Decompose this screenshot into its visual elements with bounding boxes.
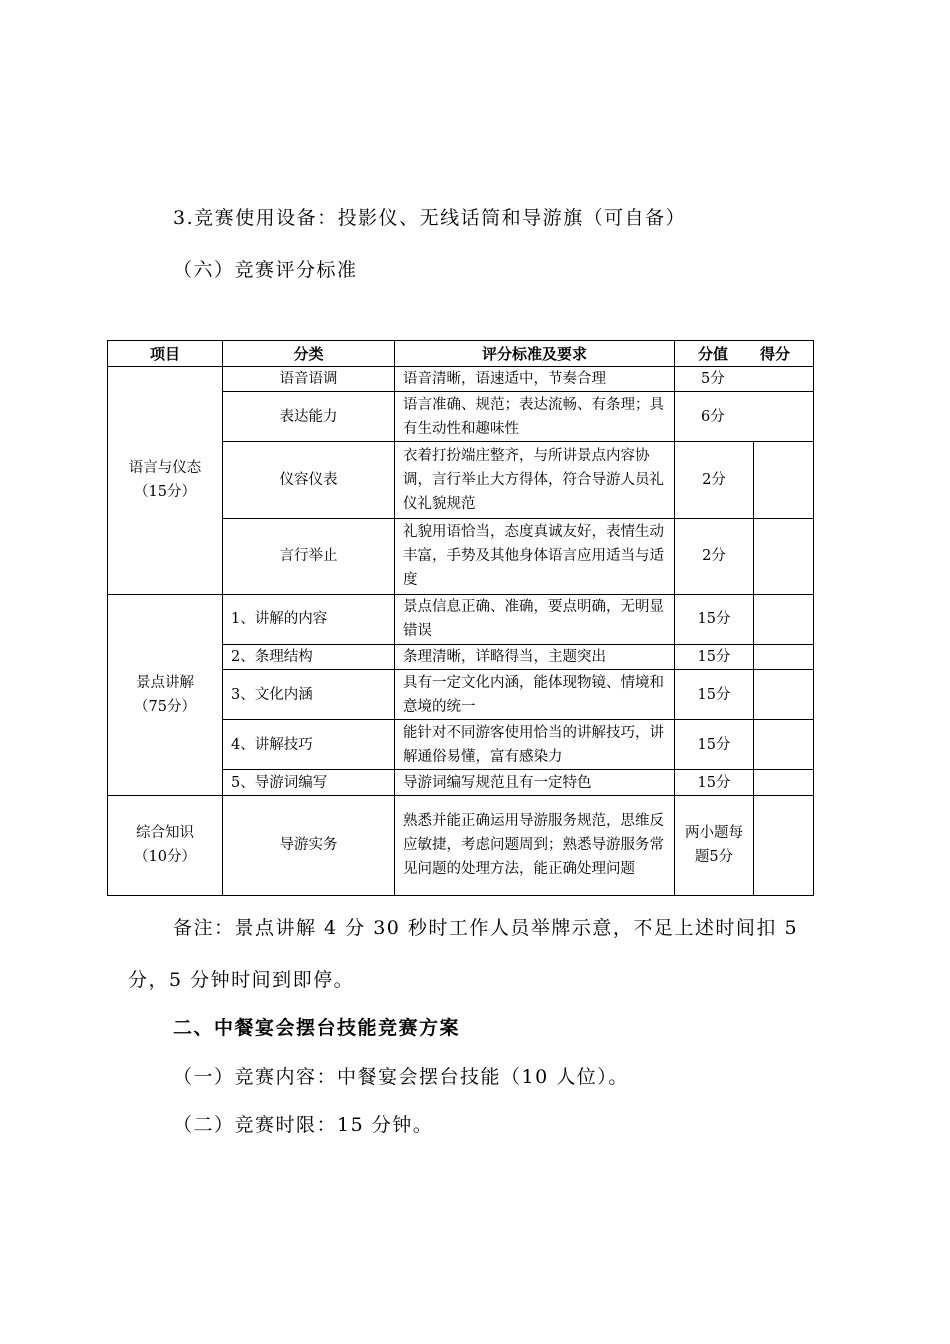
group-cell-language	[108, 367, 223, 595]
criteria-cell: 导游词编写规范且有一定特色	[395, 770, 675, 795]
value-cell: 5分	[675, 367, 814, 392]
value-cell: 15分	[675, 645, 754, 670]
criteria-cell: 熟悉并能正确运用导游服务规范，思维反应敏捷，考虑问题周到；熟悉导游服务常见问题的处理方法，能正确处理问题	[395, 795, 675, 895]
content-line: （一）竞赛内容：中餐宴会摆台技能（10 人位）。	[173, 1066, 629, 1088]
header-score	[675, 341, 814, 367]
scoring-table	[107, 340, 814, 896]
score-cell	[754, 518, 814, 594]
table-row	[108, 594, 814, 644]
header-criteria: 评分标准及要求	[395, 341, 675, 367]
header-score-got: 得分	[760, 344, 791, 363]
category-cell: 1、讲解的内容	[223, 594, 395, 644]
category-cell: 表达能力	[223, 392, 395, 442]
score-cell	[754, 670, 814, 720]
table-row	[108, 795, 814, 895]
value-cell: 15分	[675, 770, 754, 795]
category-cell: 4、讲解技巧	[223, 720, 395, 770]
header-score-value: 分值	[697, 344, 728, 363]
score-cell	[754, 645, 814, 670]
category-cell: 言行举止	[223, 518, 395, 594]
criteria-cell: 景点信息正确、准确，要点明确，无明显错误	[395, 594, 675, 644]
score-cell	[754, 720, 814, 770]
criteria-cell: 礼貌用语恰当，态度真诚友好，表情生动丰富，手势及其他身体语言应用适当与适度	[395, 518, 675, 594]
value-cell: 6分	[675, 392, 814, 442]
group-points: （10分）	[134, 849, 196, 866]
value-cell: 15分	[675, 670, 754, 720]
value-cell: 2分	[675, 518, 754, 594]
table-header-row	[108, 341, 814, 367]
criteria-cell: 条理清晰，详略得当，主题突出	[395, 645, 675, 670]
group-name: 综合知识	[136, 825, 194, 842]
value-cell: 两小题每题5分	[675, 795, 754, 895]
criteria-cell: 具有一定文化内涵，能体现物镜、情境和意境的统一	[395, 670, 675, 720]
category-cell: 2、条理结构	[223, 645, 395, 670]
criteria-cell: 能针对不同游客使用恰当的讲解技巧，讲解通俗易懂，富有感染力	[395, 720, 675, 770]
group-points: （75分）	[134, 698, 196, 715]
time-limit-line: （二）竞赛时限：15 分钟。	[173, 1114, 434, 1136]
criteria-cell: 衣着打扮端庄整齐，与所讲景点内容协调，言行举止大方得体，符合导游人员礼仪礼貌规范	[395, 442, 675, 518]
group-cell-general	[108, 795, 223, 895]
category-cell: 仪容仪表	[223, 442, 395, 518]
category-cell: 语音语调	[223, 367, 395, 392]
section-six-heading: （六）竞赛评分标准	[173, 259, 358, 281]
table-row	[108, 367, 814, 392]
value-cell: 2分	[675, 442, 754, 518]
category-cell: 导游实务	[223, 795, 395, 895]
score-cell	[754, 442, 814, 518]
score-cell	[754, 770, 814, 795]
section-two-heading: 二、中餐宴会摆台技能竞赛方案	[173, 1017, 461, 1039]
equipment-line: 3.竞赛使用设备：投影仪、无线话筒和导游旗（可自备）	[173, 207, 687, 229]
category-cell: 3、文化内涵	[223, 670, 395, 720]
group-cell-attraction	[108, 594, 223, 795]
note-line-2: 分，5 分钟时间到即停。	[128, 969, 355, 991]
group-name: 景点讲解	[136, 674, 194, 691]
score-cell	[754, 795, 814, 895]
value-cell: 15分	[675, 720, 754, 770]
header-category: 分类	[223, 341, 395, 367]
criteria-cell: 语音清晰，语速适中，节奏合理	[395, 367, 675, 392]
group-name: 语言与仪态	[128, 460, 202, 477]
value-cell: 15分	[675, 594, 754, 644]
group-points: （15分）	[134, 484, 196, 501]
note-line-1: 备注：景点讲解 4 分 30 秒时工作人员举牌示意，不足上述时间扣 5	[173, 917, 799, 939]
category-cell: 5、导游词编写	[223, 770, 395, 795]
criteria-cell: 语言准确、规范；表达流畅、有条理；具有生动性和趣味性	[395, 392, 675, 442]
score-cell	[754, 594, 814, 644]
header-item: 项目	[108, 341, 223, 367]
